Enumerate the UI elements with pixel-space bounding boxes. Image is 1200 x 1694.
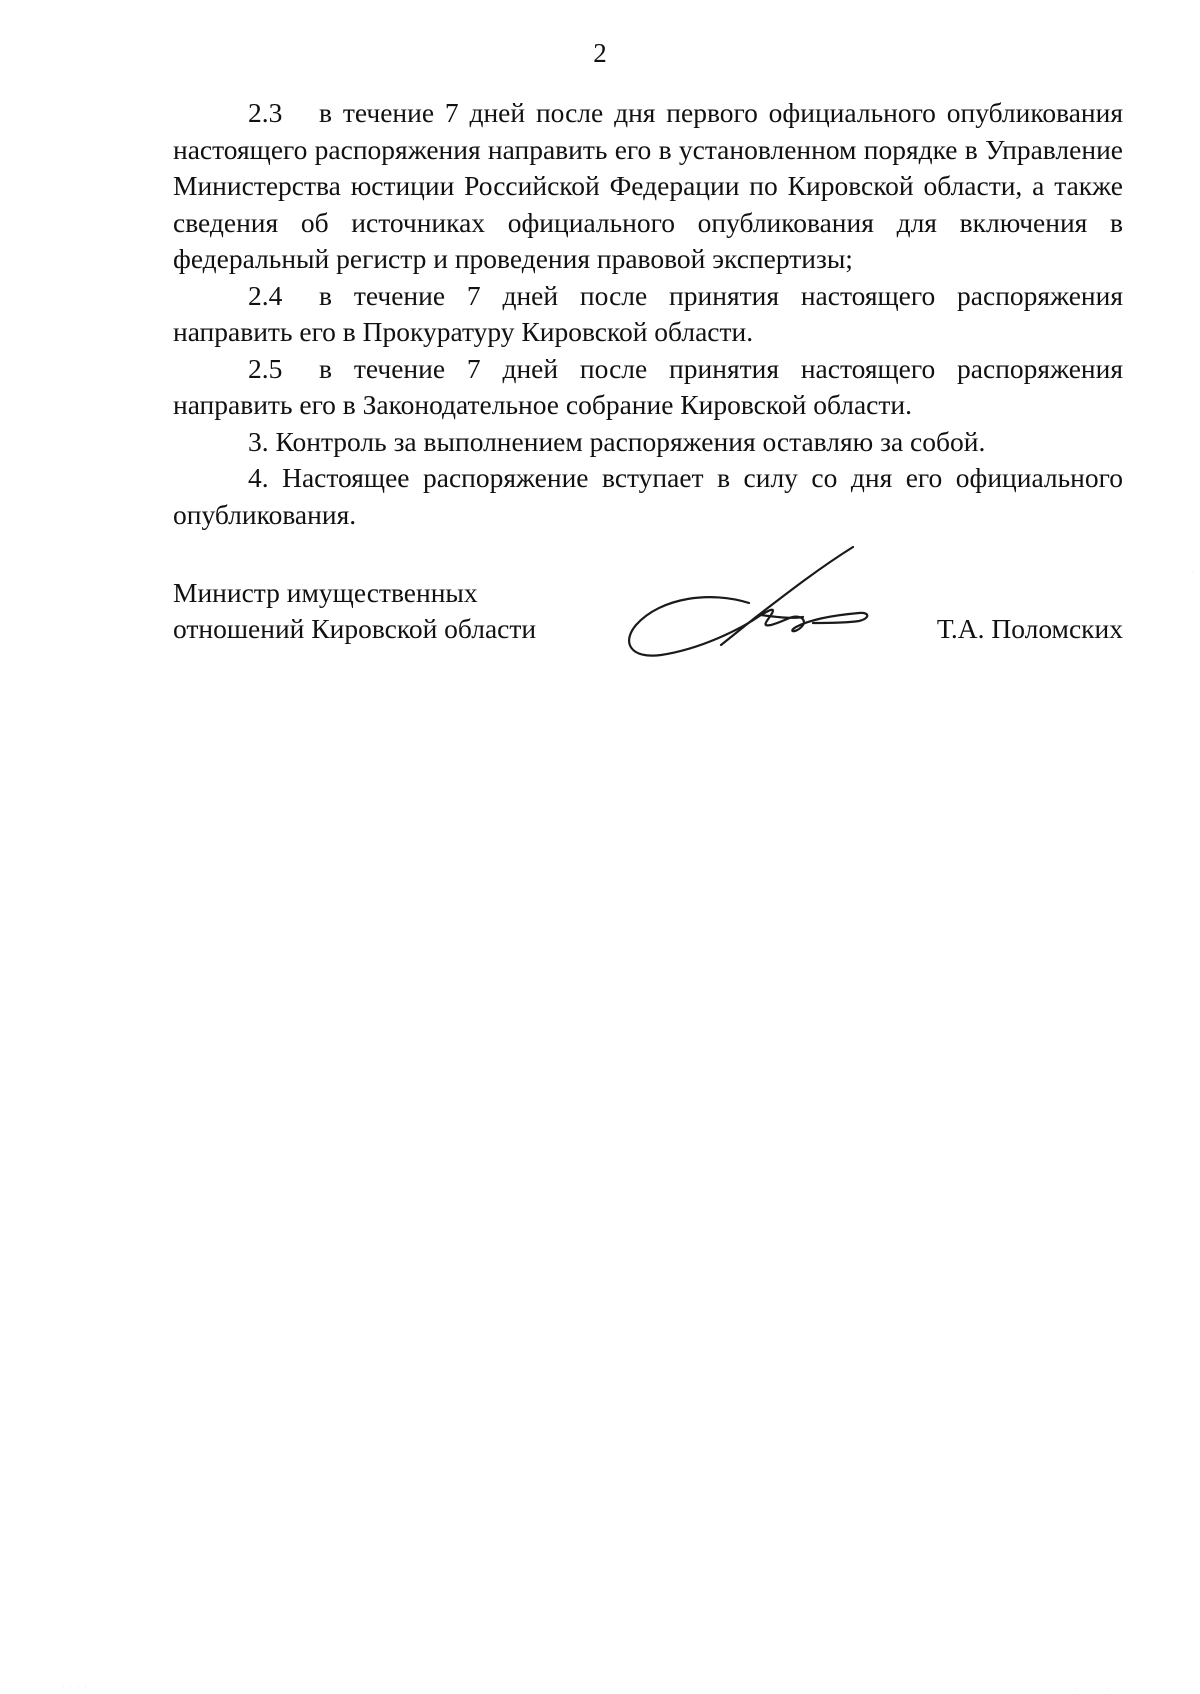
paragraph-2-5 xyxy=(173,351,1123,424)
paragraph-number: 2.5 xyxy=(248,352,283,384)
paragraph-text: 4. Настоящее распоряжение вступает в силу со дня его официального опубликования. xyxy=(173,462,1123,530)
handwritten-signature xyxy=(621,545,881,670)
signature-block xyxy=(173,575,1123,675)
paragraph-number: 2.4 xyxy=(248,279,283,311)
paragraph-text: в течение 7 дней после принятия настоящего распоряжения направить его в Прокуратуру Кировской области. xyxy=(173,279,1123,347)
paragraph-text: 3. Контроль за выполнением распоряжения оставляю за собой. xyxy=(248,425,986,457)
signer-position-line-1: Министр имущественных xyxy=(173,577,478,608)
signer-name: Т.А. Поломских xyxy=(936,613,1123,644)
signer-position-line-2: отношений Кировской области xyxy=(173,613,537,644)
scan-artifact-mark: · xyxy=(1192,570,1196,576)
document-body xyxy=(173,95,1123,533)
scan-artifact-mark: · xyxy=(1108,1686,1112,1692)
signer-position xyxy=(173,575,593,647)
scan-artifact-mark: · xyxy=(1076,1686,1080,1692)
paragraph-3 xyxy=(173,424,1123,461)
paragraph-2-4 xyxy=(173,278,1123,351)
page-number: 2 xyxy=(593,38,607,68)
scan-artifact-mark: · · · · xyxy=(62,1684,89,1690)
paragraph-2-3 xyxy=(173,95,1123,278)
paragraph-text: в течение 7 дней после принятия настоящего распоряжения направить его в Законодательное собрание Кировской области. xyxy=(173,352,1123,420)
paragraph-4 xyxy=(173,460,1123,533)
paragraph-text: в течение 7 дней после дня первого официального опубликования настоящего распоряжения направить его в установленном порядке в Управление Министерства юстиции Российской Федерации по Кировской области, а также сведения об источниках официального опубликования для включения в федеральный регистр и проведения правовой экспертизы; xyxy=(173,97,1123,274)
paragraph-number: 2.3 xyxy=(248,97,283,128)
